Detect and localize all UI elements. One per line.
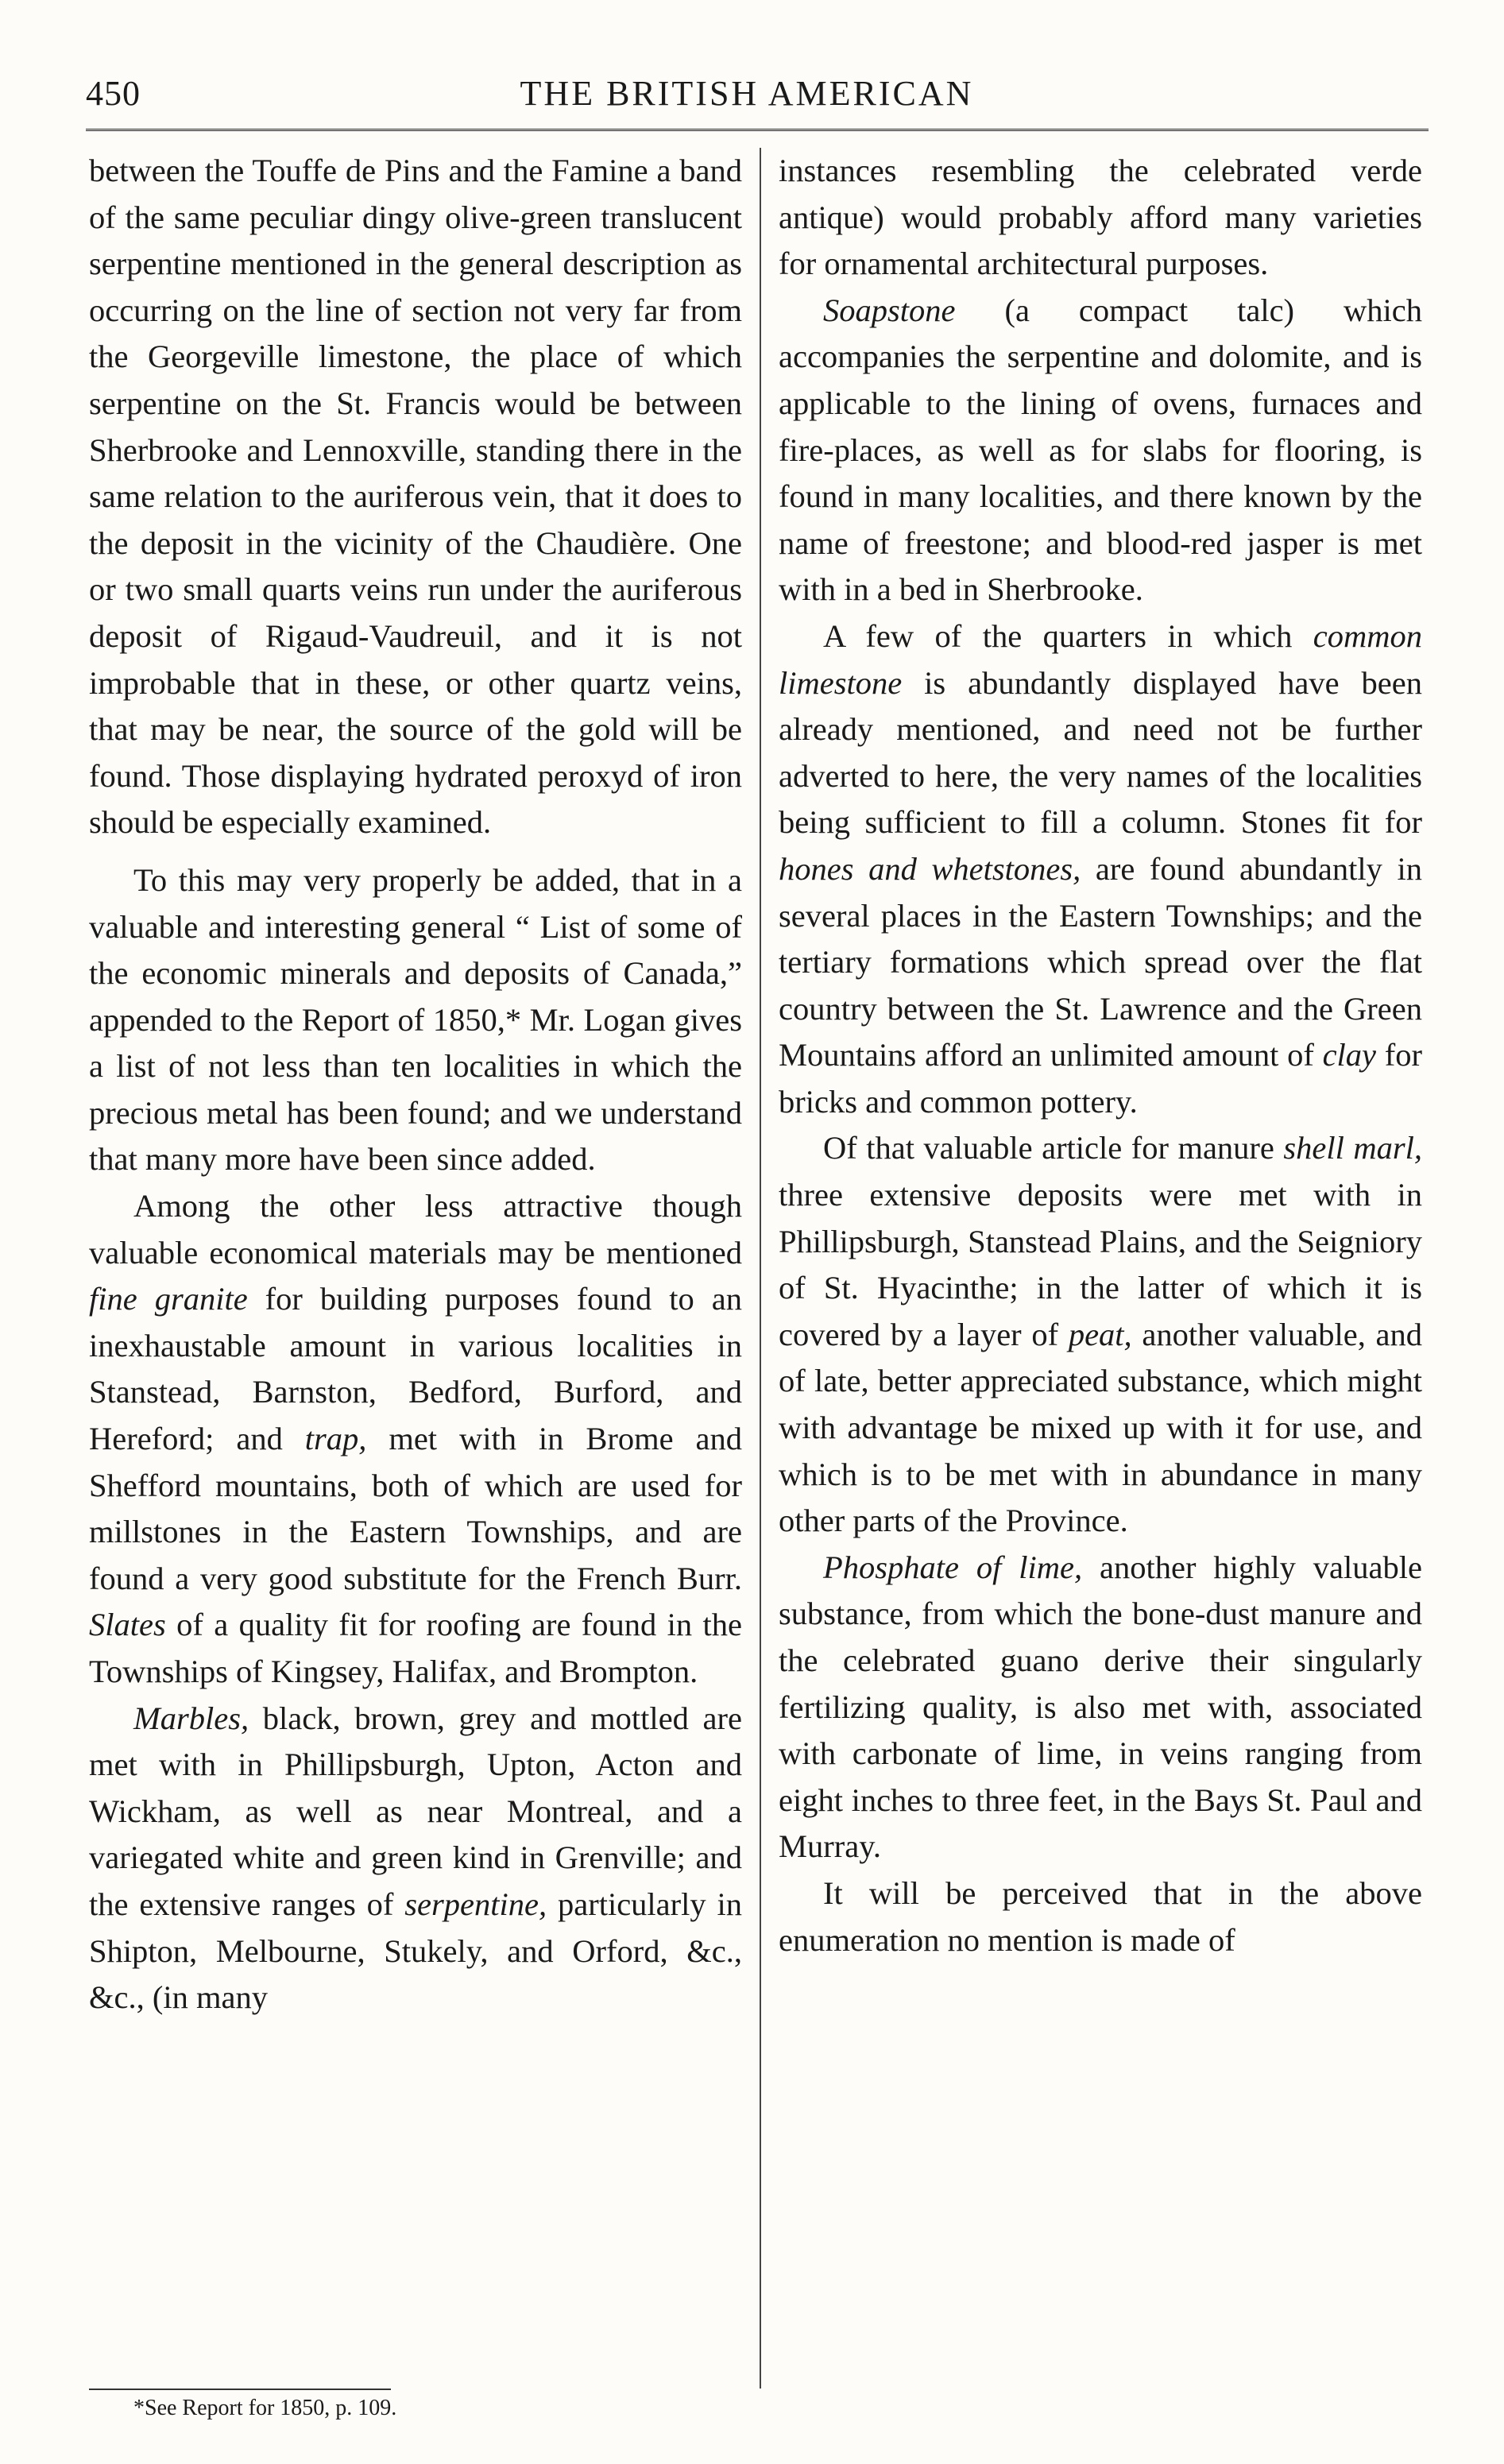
paragraph: Of that valuable article for manure shell marl, three extensive deposits were met with in Phillipsburgh, Stanstead Plains, and the Seigniory of St. Hyacinthe; in the latter of which it is covered by a layer of peat, another valuable, and of late, better appreciated substance, which might with advantage be mixed up with it for use, and which is to be met with in abundance in many other parts of the Province. [779,1130,1422,1539]
paragraph: between the Touffe de Pins and the Famine a band of the same peculiar dingy olive-green translucent serpentine mentioned in the general description as occurring on the line of section not very far from the Georgeville limestone, the place of which serpentine on the St. Francis would be between Sherbrooke and Lennoxville, standing there in the same relation to the auriferous vein, that it does to the deposit in the vicinity of the Chaudière. One or two small quarts veins run under the auriferous deposit of Rigaud-Vaudreuil, and it is not improbable that in these, or other quartz veins, that may be near, the source of the gold will be found. Those displaying hydrated peroxyd of iron should be especially examined. [89,153,742,841]
footnote-rule [89,2389,391,2390]
header-rule [86,129,1429,131]
left-column [89,148,742,2021]
column-divider [760,148,761,2389]
paragraph: To this may very properly be added, that in a valuable and interesting general “ List of some of the economic minerals and deposits of Canada,” appended to the Report of 1850,* Mr. Logan gives a list of not less than ten localities in which the precious metal has been found; and we understand that many more have been since added. [89,861,742,1178]
paragraph: Among the other less attractive though valuable economical materials may be mentioned fine granite for building purposes found to an inexhaustable amount in various localities in Stanstead, Barnston, Bedford, Burford, and Hereford; and trap, met with in Brome and Shefford mountains, both of which are used for millstones in the Eastern Townships, and are found a very good substitute for the French Burr. Slates of a quality fit for roofing are found in the Townships of Kingsey, Halifax, and Brompton. [89,1188,742,1689]
paragraph: A few of the quarters in which common limestone is abundantly displayed have been already mentioned, and need not be further adverted to here, the very names of the localities being sufficient to fill a column. Stones fit for hones and whetstones, are found abundantly in several places in the Eastern Townships; and the tertiary formations which spread over the flat country between the St. Lawrence and the Green Mountains afford an unlimited amount of clay for bricks and common pottery. [779,617,1422,1120]
paragraph: Phosphate of lime, another highly valuable substance, from which the bone-dust manure and the celebrated guano derive their singularly fertilizing quality, is also met with, associated with carbonate of lime, in veins ranging from eight inches to three feet, in the Bays St. Paul and Murray. [779,1549,1422,1865]
page-number: 450 [86,74,141,113]
paragraph: Soapstone (a compact talc) which accompanies the serpentine and dolomite, and is applicable to the lining of ovens, furnaces and fire-places, as well as for slabs for flooring, is found in many localities, and there known by the name of freestone; and blood-red jasper is met with in a bed in Sherbrooke. [779,292,1422,608]
page-header [0,0,1504,119]
paragraph: Marbles, black, brown, grey and mottled are met with in Phillipsburgh, Upton, Acton and Wickham, as well as near Montreal, and a variegated white and green kind in Grenville; and the extensive ranges of serpentine, particularly in Shipton, Melbourne, Stukely, and Orford, &c., &c., (in many [89,1700,742,2016]
footnote: *See Report for 1850, p. 109. [133,2396,397,2420]
paragraph: instances resembling the celebrated verde antique) would probably afford many varieties for ornamental architectural purposes. [779,153,1422,282]
paragraph: It will be perceived that in the above enumeration no mention is made of [779,1874,1422,1958]
running-title: THE BRITISH AMERICAN [520,74,974,113]
right-column [779,148,1422,1963]
